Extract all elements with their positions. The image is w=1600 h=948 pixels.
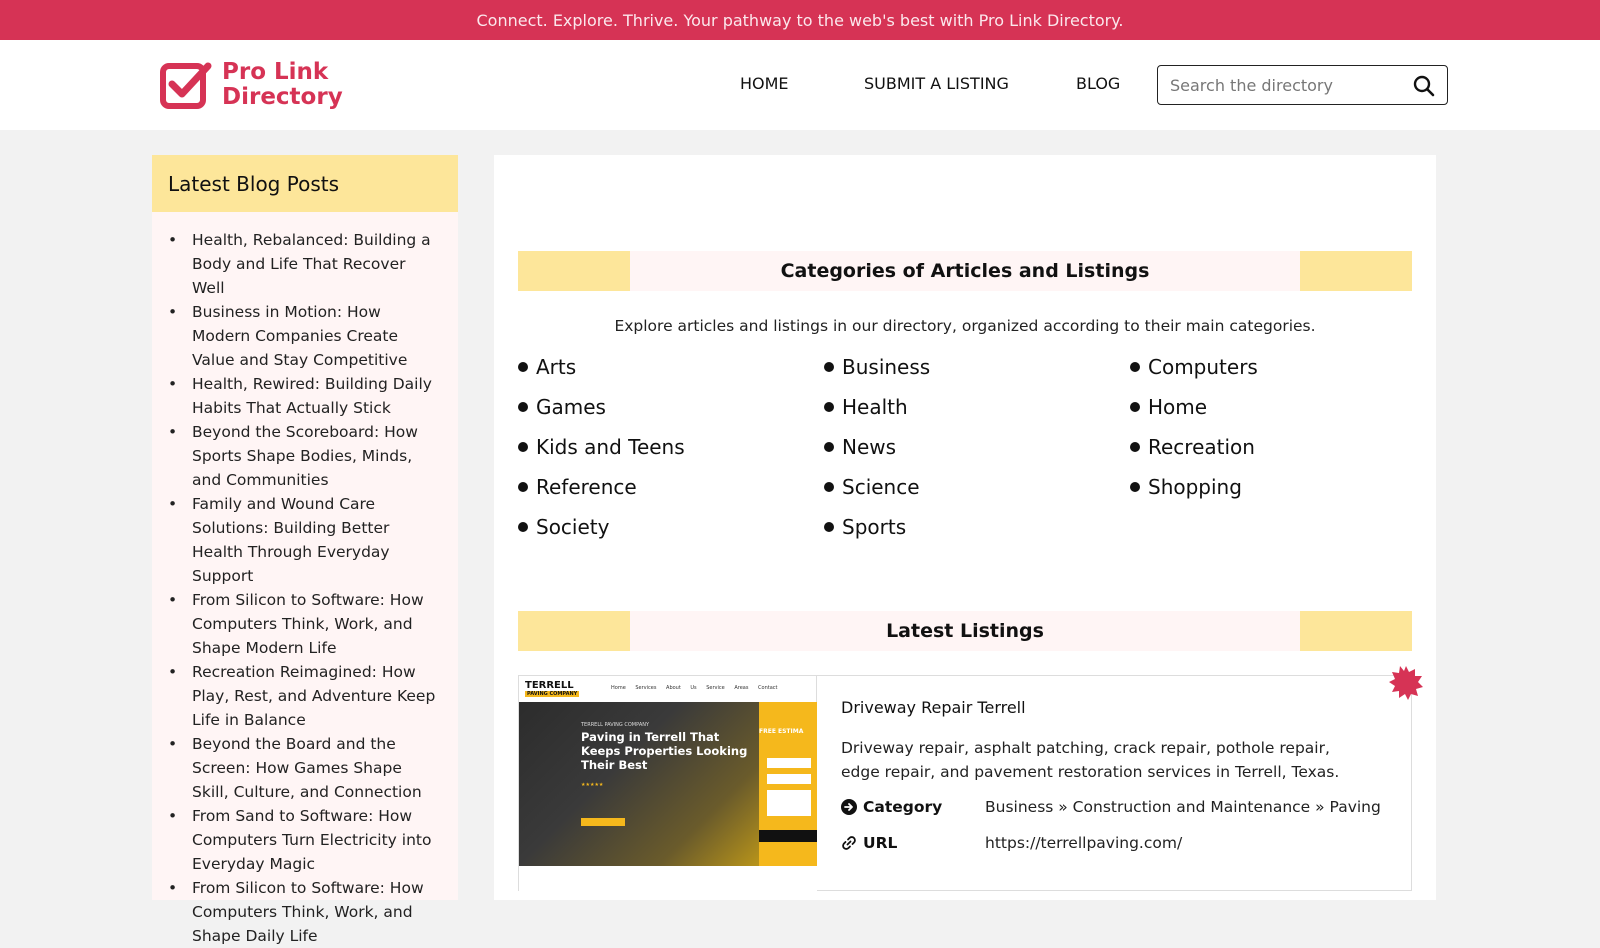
thumb-cta bbox=[581, 818, 625, 826]
listing-card bbox=[518, 675, 1412, 891]
listing-category-row bbox=[841, 798, 1381, 816]
category-link[interactable] bbox=[1130, 395, 1207, 419]
category-link[interactable] bbox=[1130, 435, 1255, 459]
thumb-site-nav bbox=[519, 676, 816, 702]
category-link[interactable] bbox=[824, 395, 908, 419]
category-link[interactable] bbox=[824, 515, 906, 539]
thumb-site-links: Home Services About Us Service Areas Contact bbox=[611, 685, 778, 691]
category-label: Health bbox=[842, 395, 908, 419]
thumb-form-title: FREE ESTIMA bbox=[759, 728, 804, 735]
main-content bbox=[494, 155, 1436, 900]
blog-post-link[interactable]: • From Silicon to Software: How Computers Think, Work, and Shape Modern Life bbox=[192, 588, 442, 660]
blog-post-list bbox=[152, 212, 458, 948]
category-link[interactable] bbox=[1130, 475, 1242, 499]
category-label: Kids and Teens bbox=[536, 435, 685, 459]
thumb-logo-text: TERRELL bbox=[525, 680, 574, 691]
featured-badge-icon bbox=[1389, 666, 1423, 700]
thumb-site-logo bbox=[525, 680, 579, 697]
nav-submit-listing[interactable]: SUBMIT A LISTING bbox=[864, 74, 1009, 93]
latest-listings-header bbox=[518, 611, 1412, 651]
search-icon[interactable] bbox=[1413, 75, 1435, 97]
logo-wordmark bbox=[222, 60, 343, 110]
category-link[interactable] bbox=[824, 435, 896, 459]
thumb-form-field bbox=[767, 790, 811, 816]
bullet-icon bbox=[1130, 362, 1140, 372]
bullet-icon bbox=[1130, 442, 1140, 452]
arrow-circle-right-icon bbox=[841, 799, 857, 815]
checkbox-logo-icon bbox=[160, 60, 212, 110]
category-label: Games bbox=[536, 395, 606, 419]
bullet-icon bbox=[518, 362, 528, 372]
category-label: Business bbox=[842, 355, 931, 379]
latest-listings-title: Latest Listings bbox=[630, 611, 1300, 651]
blog-post-link[interactable]: • Recreation Reimagined: How Play, Rest, and Adventure Keep Life in Balance bbox=[192, 660, 442, 732]
category-label-group bbox=[841, 798, 985, 816]
listing-url-row bbox=[841, 834, 1182, 852]
thumb-estimate-form bbox=[759, 702, 817, 866]
category-link[interactable] bbox=[518, 435, 685, 459]
logo-line2: Directory bbox=[222, 84, 343, 110]
thumb-kicker: TERRELL PAVING COMPANY bbox=[581, 722, 650, 728]
blog-post-link[interactable]: • Health, Rewired: Building Daily Habits That Actually Stick bbox=[192, 372, 442, 420]
categories-header bbox=[518, 251, 1412, 291]
sidebar-blog-posts bbox=[152, 155, 458, 945]
logo-line1: Pro Link bbox=[222, 59, 329, 85]
category-label: Home bbox=[1148, 395, 1208, 419]
listing-thumbnail[interactable] bbox=[519, 676, 817, 892]
category-label: Reference bbox=[536, 475, 637, 499]
thumb-stars-icon: ★★★★★ bbox=[581, 782, 604, 788]
thumb-logo-sub: PAVING COMPANY bbox=[527, 691, 578, 697]
bullet-icon bbox=[824, 362, 834, 372]
announcement-text: Connect. Explore. Thrive. Your pathway to the web's best with Pro Link Directory. bbox=[476, 10, 1124, 30]
bullet-icon bbox=[824, 442, 834, 452]
category-label: Sports bbox=[842, 515, 907, 539]
nav-home[interactable]: HOME bbox=[740, 74, 789, 93]
search-input[interactable] bbox=[1158, 76, 1398, 95]
listing-description: Driveway repair, asphalt patching, crack repair, pothole repair, edge repair, and pavement restoration services in Terrell, Texas. bbox=[841, 739, 1340, 781]
category-label: Arts bbox=[536, 355, 577, 379]
category-label: News bbox=[842, 435, 897, 459]
bullet-icon bbox=[824, 522, 834, 532]
category-link[interactable] bbox=[1130, 355, 1258, 379]
announcement-bar bbox=[0, 0, 1600, 40]
category-link[interactable] bbox=[824, 475, 920, 499]
category-label: Shopping bbox=[1148, 475, 1242, 499]
blog-post-link[interactable]: • From Sand to Software: How Computers Turn Electricity into Everyday Magic bbox=[192, 804, 442, 876]
blog-post-link[interactable]: • Health, Rebalanced: Building a Body and Life That Recover Well bbox=[192, 228, 442, 300]
thumb-hero-image bbox=[519, 702, 759, 866]
category-link[interactable] bbox=[824, 355, 930, 379]
bullet-icon bbox=[1130, 482, 1140, 492]
blog-post-link[interactable]: • Family and Wound Care Solutions: Building Better Health Through Everyday Support bbox=[192, 492, 442, 588]
blog-post-link[interactable]: • Beyond the Board and the Screen: How Games Shape Skill, Culture, and Connection bbox=[192, 732, 442, 804]
category-link[interactable] bbox=[518, 515, 609, 539]
category-label: Computers bbox=[1148, 355, 1258, 379]
link-icon bbox=[841, 835, 857, 851]
category-label: Recreation bbox=[1148, 435, 1255, 459]
url-field-label: URL bbox=[863, 834, 898, 852]
category-label: Science bbox=[842, 475, 920, 499]
sidebar-title: Latest Blog Posts bbox=[152, 155, 458, 212]
bullet-icon bbox=[824, 402, 834, 412]
thumb-headline: Paving in Terrell That Keeps Properties Looking Their Best bbox=[581, 730, 748, 772]
blog-post-link[interactable]: • Beyond the Scoreboard: How Sports Shape Bodies, Minds, and Communities bbox=[192, 420, 442, 492]
thumb-form-field bbox=[767, 774, 811, 784]
category-link[interactable] bbox=[518, 355, 576, 379]
categories-intro: Explore articles and listings in our directory, organized according to their main categories. bbox=[614, 317, 1316, 335]
bullet-icon bbox=[518, 522, 528, 532]
categories-title: Categories of Articles and Listings bbox=[630, 251, 1300, 291]
site-header bbox=[0, 40, 1600, 130]
thumb-footer bbox=[519, 866, 817, 892]
bullet-icon bbox=[518, 442, 528, 452]
url-label-group bbox=[841, 834, 985, 852]
bullet-icon bbox=[824, 482, 834, 492]
thumb-form-field bbox=[767, 758, 811, 768]
blog-post-link[interactable]: • From Silicon to Software: How Computers Think, Work, and Shape Daily Life bbox=[192, 876, 442, 948]
site-logo[interactable] bbox=[160, 60, 343, 110]
search-box bbox=[1157, 65, 1448, 105]
bullet-icon bbox=[1130, 402, 1140, 412]
category-value[interactable]: Business » Construction and Maintenance » Paving bbox=[985, 798, 1381, 816]
category-link[interactable] bbox=[518, 395, 606, 419]
url-value[interactable]: https://terrellpaving.com/ bbox=[985, 834, 1183, 852]
category-field-label: Category bbox=[863, 798, 943, 816]
thumb-form-submit bbox=[759, 830, 817, 842]
bullet-icon bbox=[518, 402, 528, 412]
category-label: Society bbox=[536, 515, 610, 539]
category-link[interactable] bbox=[518, 475, 637, 499]
nav-blog[interactable]: BLOG bbox=[1076, 74, 1121, 93]
blog-post-link[interactable]: • Business in Motion: How Modern Companies Create Value and Stay Competitive bbox=[192, 300, 442, 372]
listing-title[interactable]: Driveway Repair Terrell bbox=[841, 698, 1026, 717]
bullet-icon bbox=[518, 482, 528, 492]
